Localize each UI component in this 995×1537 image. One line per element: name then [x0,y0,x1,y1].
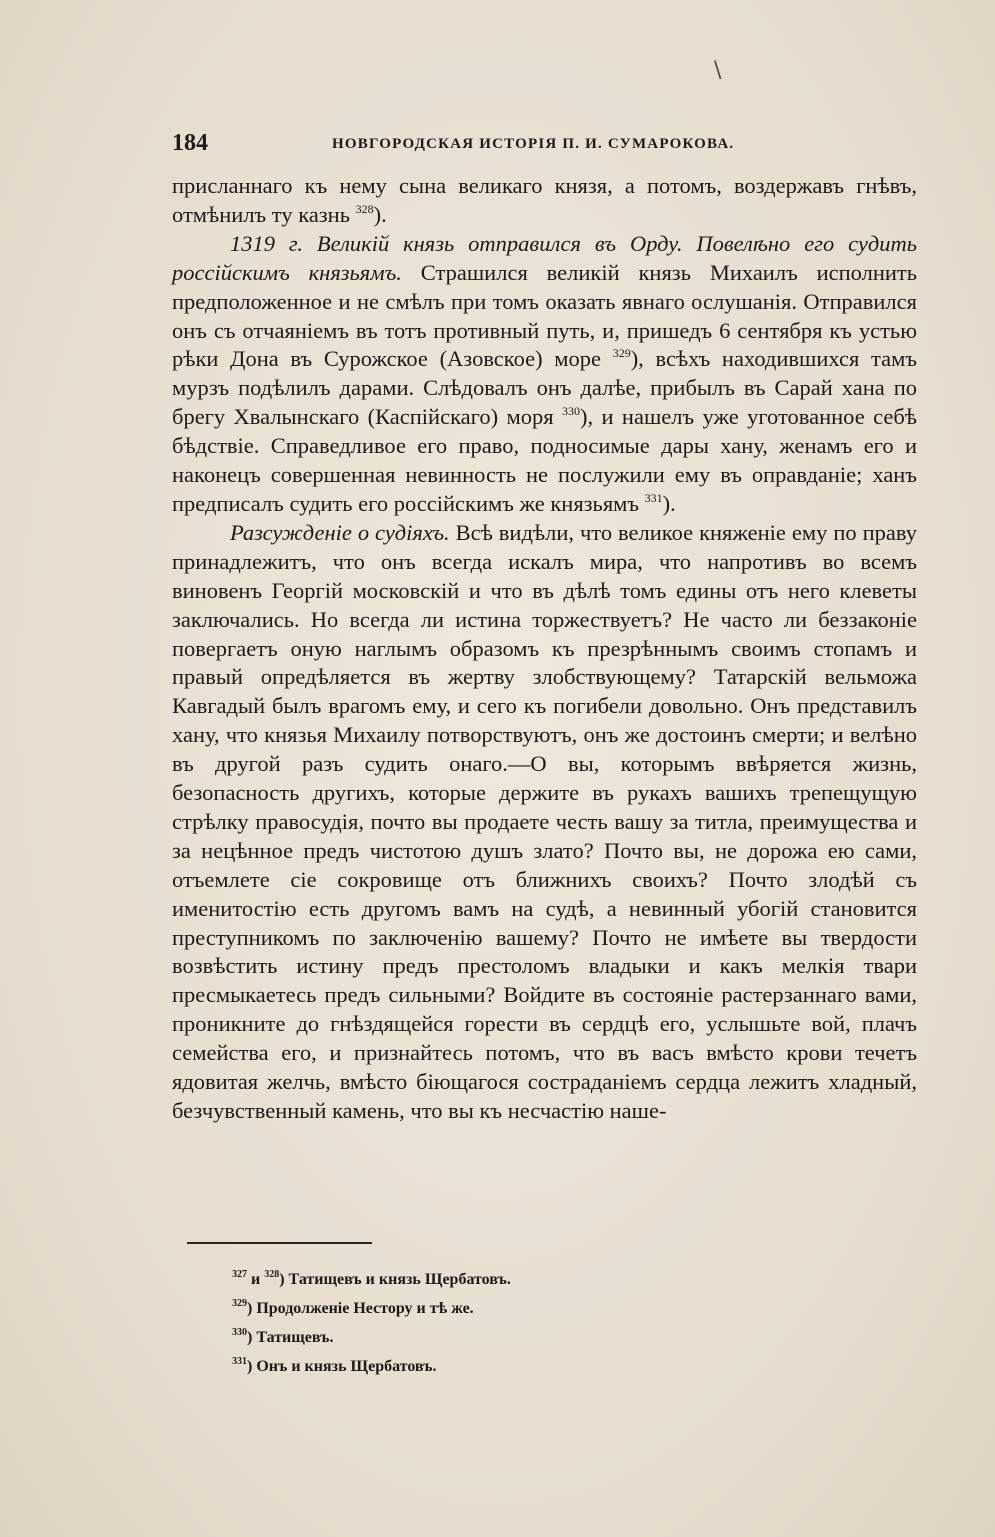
footnote-ref: 331 [644,490,663,505]
ink-mark: \ [714,58,722,83]
page-number: 184 [172,130,208,156]
footnote-ref: 329 [612,346,631,361]
section-heading: Разсужденіе о судіяхъ. [230,519,450,545]
footnote-ref: 328 [355,201,374,216]
body-text [172,172,917,1126]
footnote: $^{331}$) Онъ и князь Щербатовъ. [232,1356,437,1375]
section-heading: 1319 г. Великій князь отправился въ Орду. Повелѣно его судить россійскимъ князьямъ. [172,230,917,285]
footnote-divider [187,1242,372,1244]
footnote: $^{330}$) Татищевъ. [232,1327,334,1346]
running-title: НОВГОРОДСКАЯ ИСТОРІЯ П. И. СУМАРОКОВА. [332,136,735,152]
footnote-ref: 330 [561,404,580,419]
footnote: $^{327}$ и $^{328}$) Татищевъ и князь Щербатовъ. [232,1269,511,1288]
paragraph-2: 1319 г. Великій князь отправился въ Орду. Повелѣно его судить россійскимъ князьямъ. Страшился великій князь Михаилъ исполнить предположенное и не смѣлъ при томъ оказать явнаго ослушанія. Отправился онъ съ отчаяніемъ въ тотъ противный путь, и, пришедъ 6 сентября къ устью рѣки Дона въ Сурожское (Азовское) море $^{329}$), всѣхъ находившихся тамъ мурзъ подѣлилъ дарами. Слѣдовалъ онъ далѣе, прибылъ въ Сарай хана по брегу Хвалынскаго (Каспійскаго) моря $^{330}$), и нашелъ уже уготованное себѣ бѣдствіе. Справедливое его право, подносимые дары хану, женамъ его и наконецъ совершенная невинность не послужили ему въ оправданіе; ханъ предписалъ судить его россійскимъ же князьямъ $^{331}$). [172,230,918,516]
page-header [172,130,742,160]
paragraph-1: присланнаго къ нему сына великаго князя, а потомъ, воздержавъ гнѣвъ, отмѣнилъ ту казнь $^{328}$). [172,173,917,227]
footnotes [232,1265,792,1381]
paragraph-3: Разсужденіе о судіяхъ. Всѣ видѣли, что великое княженіе ему по праву принадлежитъ, что онъ всегда искалъ мира, что напротивъ во всемъ виновенъ Георгій московскій и что въ дѣлѣ томъ едины отъ него клеветы заключались. Но всегда ли истина торжествуетъ? Не часто ли беззаконіе повергаетъ оную наглымъ образомъ къ презрѣннымъ своимъ стопамъ и правый опредѣляется въ жертву злобствующему? Татарскій вельможа Кавгадый былъ врагомъ ему, и сего къ погибели довольно. Онъ представилъ хану, что князья Михаилу потворствуютъ, онъ же достоинъ смерти; и велѣно въ другой разъ судить онаго.—О вы, которымъ ввѣряется жизнь, безопасность другихъ, которые держите въ рукахъ вашихъ трепещущую стрѣлку правосудія, почто вы продаете честь вашу за титла, преимущества и за нецѣнное предъ чистотою душъ злато? Почто вы, не дорожа ею сами, отъемлете сіе сокровище отъ ближнихъ своихъ? Почто злодѣй съ именитостію есть другомъ вамъ на судѣ, а невинный убогій становится преступникомъ по заключенію вашему? Почто не имѣете вы твердости возвѣстить истину предъ престоломъ владыки и какъ мелкія твари пресмыкаетесь предъ сильными? Войдите въ состояніе растерзаннаго вами, проникните до гнѣздящейся горести въ сердцѣ его, услышьте вой, плачъ семейства его, и признайтесь потомъ, что въ васъ вмѣсто крови течетъ ядовитая желчь, вмѣсто біющагося состраданіемъ сердца лежитъ хладный, безчувственный камень, что вы къ несчастію наше- [172,519,917,1123]
footnote: $^{329}$) Продолженіе Нестору и тѣ же. [232,1298,474,1317]
